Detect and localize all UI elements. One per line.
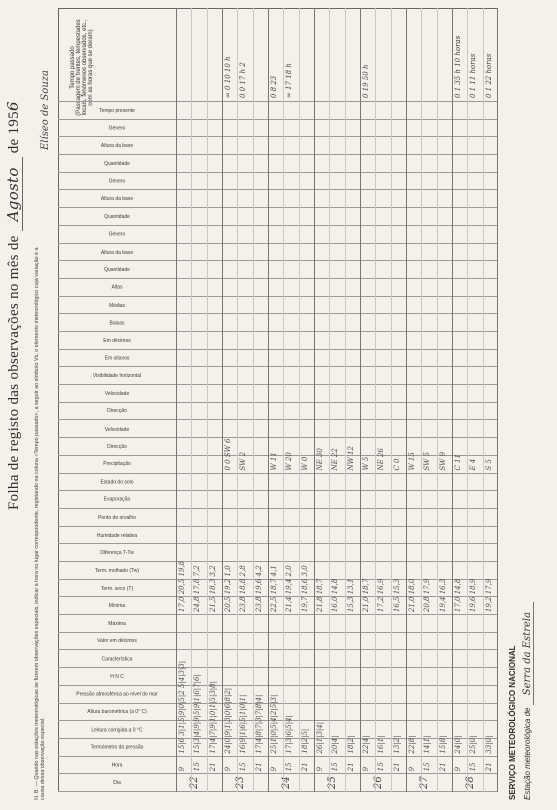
column-header-label: Velocidade bbox=[104, 426, 130, 433]
column-header-label: Médias bbox=[108, 302, 126, 309]
pressure-readings: 13|2| bbox=[392, 735, 401, 754]
tempo-passado-entry: ∞ 0 10 10 h bbox=[224, 56, 232, 98]
pressure-readings: 16|9|1|6|5|1|0|1| bbox=[239, 694, 248, 754]
temperature-readings: 17,0 20,5 19,8 bbox=[178, 560, 186, 613]
pressure-readings: 25|0| bbox=[469, 735, 478, 754]
column-header bbox=[58, 173, 176, 191]
pressure-readings: 22|4| bbox=[362, 735, 370, 754]
column-header bbox=[58, 297, 176, 315]
column-header bbox=[58, 120, 176, 138]
wind-readings: W 15 bbox=[408, 452, 416, 471]
table-row bbox=[483, 8, 498, 792]
column-header-label: Diferença T-Tw bbox=[100, 550, 134, 557]
column-header-label: Mínima bbox=[108, 603, 126, 610]
table-row bbox=[283, 8, 298, 792]
column-header-label: Pressão atmosférica ao nível do mar bbox=[76, 691, 158, 698]
form-title bbox=[4, 101, 23, 510]
temperature-readings: 19,7 18,6 3,0 bbox=[300, 565, 309, 613]
column-header bbox=[58, 155, 176, 173]
day-number: 23 bbox=[235, 776, 247, 789]
table-row bbox=[253, 8, 268, 792]
pressure-readings: 15|6 3|1|5|9|0|5|2 5|4|3|3| bbox=[178, 660, 186, 754]
hour-cell: 9 bbox=[316, 766, 324, 772]
temperature-readings: 21,0 18,7 bbox=[362, 578, 370, 613]
day-number: 28 bbox=[465, 776, 477, 789]
hour-cell: 9 bbox=[224, 766, 232, 772]
column-header bbox=[58, 244, 176, 262]
footnote: N. B. — Quando nas estações meteorológicas se fizerem observações especiais, indicar a hora no lugar correspondente, registando na coluna «Tempo passado», a seguir ao símbolo Vs, o elemento meteorológico cuja variação é a causa dessa observação especial. bbox=[34, 247, 46, 800]
column-header-label: Em oitavos bbox=[104, 355, 130, 362]
column-header-label: Quantidade bbox=[104, 160, 130, 167]
column-header bbox=[58, 367, 176, 385]
hour-cell: 21 bbox=[438, 762, 447, 772]
hour-cell: 15 bbox=[193, 762, 202, 772]
temperature-readings: 17,0 14,8 bbox=[454, 578, 462, 613]
column-header bbox=[58, 650, 176, 668]
hour-cell: 15 bbox=[239, 762, 248, 772]
column-header-label: Estado do solo bbox=[100, 479, 134, 486]
hour-cell: 15 bbox=[469, 762, 478, 772]
column-header bbox=[58, 544, 176, 562]
column-header-label: Velocidade bbox=[104, 390, 130, 397]
wind-readings: S 5 bbox=[484, 459, 493, 471]
hour-cell: 9 bbox=[454, 766, 462, 772]
column-header bbox=[58, 474, 176, 492]
column-header-label: Altura barométrica (a 0° C) bbox=[87, 709, 147, 716]
year-prefix: de 195 bbox=[6, 111, 22, 154]
column-header-label: Leitura corrigida a 0 °C bbox=[91, 727, 143, 734]
wind-readings: SW 9 bbox=[438, 451, 447, 471]
day-number: 26 bbox=[373, 776, 385, 789]
pressure-readings: 15|3|4|9|9|5|9|1|6|7|6| bbox=[193, 674, 202, 754]
day-number: 24 bbox=[281, 776, 293, 789]
table-row bbox=[207, 8, 222, 792]
temperature-readings: 16,0 14,8 bbox=[331, 578, 340, 613]
tempo-passado-entry: 0 1 11 horas bbox=[469, 53, 478, 98]
column-header-label: Valor em décimos bbox=[97, 638, 137, 645]
tempo-passado-entry: 0 8 23 bbox=[270, 75, 278, 98]
hour-cell: 15 bbox=[377, 762, 386, 772]
column-header bbox=[58, 403, 176, 421]
column-header bbox=[58, 385, 176, 403]
column-header bbox=[58, 721, 176, 739]
hour-cell: 9 bbox=[178, 766, 186, 772]
column-header bbox=[58, 350, 176, 368]
column-header-label: Precipitação bbox=[103, 461, 131, 468]
wind-readings: NW 12 bbox=[346, 446, 355, 471]
column-header-label: Baixas bbox=[109, 320, 125, 327]
table-row bbox=[391, 8, 406, 792]
temperature-readings: 20,8 17,9 bbox=[423, 578, 432, 613]
service-name: SERVIÇO METEOROLÓGICO NACIONAL bbox=[508, 645, 517, 800]
column-header-label: Quantidade bbox=[104, 267, 130, 274]
temperature-readings: 24,8 17,8 7,2 bbox=[193, 565, 202, 613]
hour-cell: 21 bbox=[346, 762, 355, 772]
column-header bbox=[58, 279, 176, 297]
temperature-readings: 21,8 18,7 bbox=[316, 578, 324, 613]
wind-readings: W 11 bbox=[270, 452, 278, 471]
observation-table bbox=[58, 8, 498, 792]
tempo-passado-entry: 0 1 35 h 10 horas bbox=[454, 35, 462, 98]
wind-readings: NE 26 bbox=[377, 448, 386, 471]
column-header bbox=[58, 314, 176, 332]
station-label: Estação meteorológica de bbox=[523, 707, 532, 800]
column-header bbox=[58, 562, 176, 580]
pressure-readings: 25|1|0|5|4|2|5|3| bbox=[270, 694, 278, 754]
column-header-label: Altas bbox=[111, 284, 123, 291]
table-row bbox=[375, 8, 390, 792]
column-header bbox=[58, 226, 176, 244]
column-header bbox=[58, 668, 176, 686]
pressure-readings: 24|0|9|1|3|0|6|8|2| bbox=[224, 687, 232, 754]
column-header bbox=[58, 102, 176, 120]
tempo-passado-note: (Passagem de frentes, tempestades locais, fenómenos observados, etc., com as horas que se deram) bbox=[76, 19, 94, 116]
pressure-readings: 18|2|5| bbox=[300, 728, 309, 754]
column-header bbox=[58, 527, 176, 545]
temperature-readings: 21,5 18,3 3,2 bbox=[208, 565, 217, 613]
temperature-readings: 19,2 17,9 bbox=[484, 578, 493, 613]
wind-readings: C 0 bbox=[392, 458, 401, 471]
column-header-label: Evaporação bbox=[103, 497, 131, 504]
table-row bbox=[191, 8, 206, 792]
pressure-readings: 18|2| bbox=[346, 735, 355, 754]
station-line bbox=[522, 602, 533, 800]
temperature-readings: 23,8 18,8 2,8 bbox=[239, 565, 248, 613]
observer-signature: Elíseo de Souza bbox=[40, 70, 51, 150]
tempo-passado-entry: ∞ 17 18 h bbox=[285, 63, 294, 98]
column-header bbox=[58, 332, 176, 350]
temperature-readings: 19,6 18,9 bbox=[469, 578, 478, 613]
month-field: Agosto bbox=[4, 157, 23, 231]
column-header-label: H N C bbox=[110, 674, 124, 681]
table-row bbox=[237, 8, 252, 792]
column-header bbox=[58, 456, 176, 474]
table-row bbox=[421, 8, 436, 792]
column-header bbox=[58, 509, 176, 527]
column-header bbox=[58, 633, 176, 651]
column-header-label: Ponto de orvalho bbox=[98, 514, 136, 521]
column-header bbox=[58, 190, 176, 208]
pressure-readings: 16|1| bbox=[377, 735, 386, 754]
pressure-readings: 33|0| bbox=[484, 735, 493, 754]
tempo-passado-entry: 0 0 17 h 2 bbox=[239, 62, 248, 98]
column-header-label: Direcção bbox=[107, 444, 127, 451]
tempo-passado-entry: 0 1 22 horas bbox=[484, 53, 493, 98]
column-header-label: Género bbox=[108, 178, 126, 185]
temperature-readings: 21,4 19,4 2,0 bbox=[285, 565, 294, 613]
hour-cell: 21 bbox=[208, 762, 217, 772]
tempo-passado-label: Tempo passado bbox=[70, 46, 76, 89]
wind-readings: SW 2 bbox=[239, 451, 248, 471]
station-name: Serra da Estrela bbox=[522, 602, 534, 705]
day-number: 27 bbox=[419, 776, 431, 789]
temperature-readings: 19,4 16,3 bbox=[438, 578, 447, 613]
column-header bbox=[58, 704, 176, 722]
hour-cell: 15 bbox=[285, 762, 294, 772]
column-header bbox=[58, 597, 176, 615]
column-header-label: Altura da base bbox=[100, 143, 134, 150]
column-header-label: Visibilidade horizontal bbox=[92, 373, 142, 380]
column-header-label: Máxima bbox=[108, 620, 126, 627]
hour-cell: 15 bbox=[331, 762, 340, 772]
column-header bbox=[58, 137, 176, 155]
column-header bbox=[58, 739, 176, 757]
column-header bbox=[58, 686, 176, 704]
temperature-readings: 23,8 19,6 4,2 bbox=[254, 565, 263, 613]
column-header-label: Humidade relativa bbox=[96, 532, 138, 539]
day-number: 25 bbox=[327, 776, 339, 789]
pressure-readings: 17|3|6|5|4| bbox=[285, 715, 294, 754]
column-header bbox=[58, 438, 176, 456]
temperature-readings: 21,0 18,0 bbox=[408, 578, 416, 613]
table-row bbox=[437, 8, 452, 792]
column-header bbox=[58, 261, 176, 279]
column-header bbox=[58, 208, 176, 226]
pressure-readings: 20|4| bbox=[331, 735, 340, 754]
row-rule bbox=[497, 8, 498, 792]
table-row bbox=[467, 8, 482, 792]
hour-cell: 9 bbox=[270, 766, 278, 772]
column-header-label: Termómetro da pressão bbox=[90, 744, 144, 751]
wind-readings: 0 0 SW 6 bbox=[224, 438, 232, 471]
column-header-label: Term. molhado (Tw) bbox=[94, 567, 140, 574]
pressure-readings: 26|1|3|4| bbox=[316, 721, 324, 754]
column-header bbox=[58, 580, 176, 598]
wind-readings: W 20 bbox=[285, 452, 294, 471]
hour-cell: 21 bbox=[392, 762, 401, 772]
hour-cell: 21 bbox=[254, 762, 263, 772]
wind-readings: NE 30 bbox=[316, 448, 324, 471]
column-header-label: Direcção bbox=[107, 408, 127, 415]
table-row bbox=[329, 8, 344, 792]
column-header-label: Característica bbox=[101, 656, 133, 663]
wind-readings: NE 22 bbox=[331, 448, 340, 471]
column-header-label: Quantidade bbox=[104, 214, 130, 221]
temperature-readings: 16,5 15,3 bbox=[392, 578, 401, 613]
column-header bbox=[58, 420, 176, 438]
temperature-readings: 17,2 16,9 bbox=[377, 578, 386, 613]
wind-readings: E 4 bbox=[469, 458, 478, 471]
pressure-readings: 24|0| bbox=[454, 735, 462, 754]
pressure-readings: 15|8| bbox=[438, 735, 447, 754]
column-header-label: Tempo presente bbox=[99, 107, 135, 114]
column-header-label: Dia bbox=[113, 780, 121, 787]
column-header-label: Altura da base bbox=[100, 196, 134, 203]
column-header-label: Hora bbox=[111, 762, 123, 769]
column-header-label: Em décimos bbox=[103, 337, 131, 344]
column-header-label: Altura da base bbox=[100, 249, 134, 256]
hour-cell: 21 bbox=[484, 762, 493, 772]
column-header bbox=[58, 491, 176, 509]
pressure-readings: 14|1| bbox=[423, 735, 432, 754]
tempo-passado-entry: 0 19 50 h bbox=[362, 64, 370, 98]
wind-readings: SW 5 bbox=[423, 451, 432, 471]
pressure-readings: 22|8| bbox=[408, 735, 416, 754]
column-header-label: Género bbox=[108, 125, 126, 132]
wind-readings: C 11 bbox=[454, 454, 462, 471]
day-number: 22 bbox=[189, 776, 201, 789]
wind-readings: W 0 bbox=[300, 456, 309, 471]
hour-cell: 9 bbox=[362, 766, 370, 772]
temperature-readings: 20,5 19,2 1,0 bbox=[224, 565, 232, 613]
title-prefix: Folha de registo das observações no mês de bbox=[6, 235, 22, 510]
column-header bbox=[58, 615, 176, 633]
pressure-readings: 17|4|7|9|1|0|1|5|3|8| bbox=[208, 681, 217, 754]
column-header bbox=[58, 757, 176, 775]
year-digit: 6 bbox=[4, 101, 22, 112]
hour-cell: 21 bbox=[300, 762, 309, 772]
wind-readings: W 5 bbox=[362, 456, 370, 471]
temperature-readings: 22,5 18,7 4,1 bbox=[270, 565, 278, 613]
temperature-readings: 15,3 13,1 bbox=[346, 578, 355, 613]
column-header-label: Género bbox=[108, 231, 126, 238]
pressure-readings: 17|4|8|7|3|7|8|4| bbox=[254, 694, 263, 754]
column-header bbox=[58, 774, 176, 792]
table-row bbox=[345, 8, 360, 792]
hour-cell: 15 bbox=[423, 762, 432, 772]
column-header-label: Term. seco (T) bbox=[100, 585, 134, 592]
table-row bbox=[299, 8, 314, 792]
hour-cell: 9 bbox=[408, 766, 416, 772]
